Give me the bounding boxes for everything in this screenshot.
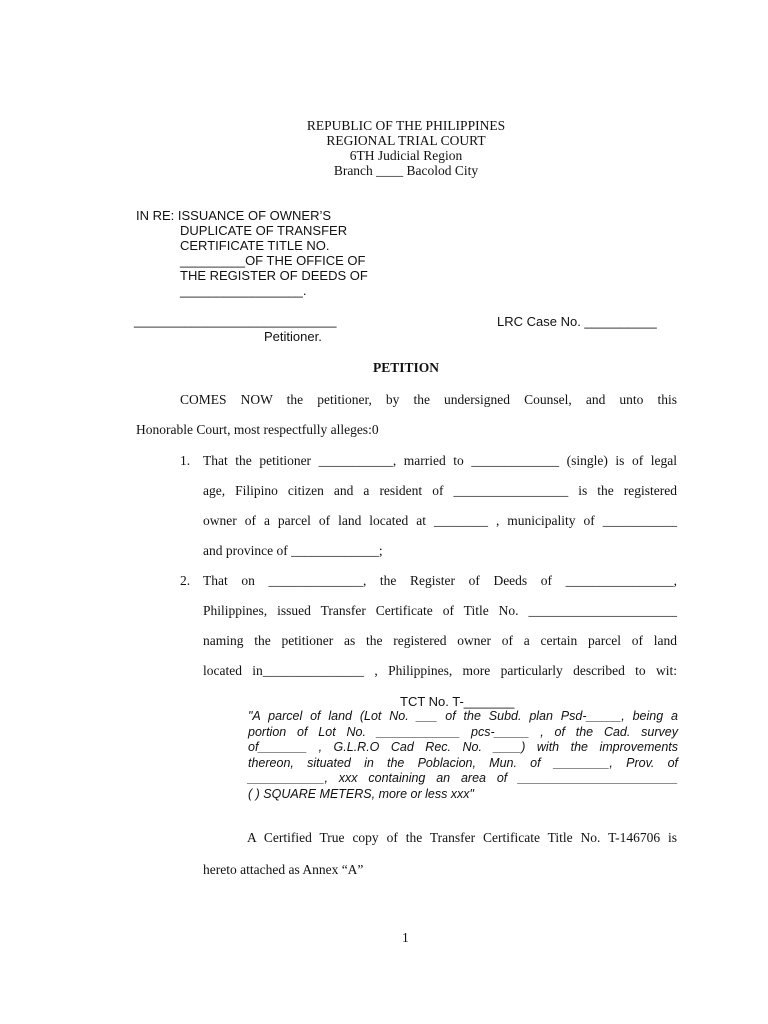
header-branch: Branch ____ Bacolod City [333,163,479,178]
para1-line1: That the petitioner ___________, married to _____________ (single) is of legal [203,453,677,468]
tct-line5: ___________, xxx containing an area of _______________________ [248,771,678,785]
para2-line3: naming the petitioner as the registered owner of a certain parcel of land [203,633,677,648]
para2-number: 2. [180,573,191,588]
para1-number: 1. [180,453,191,468]
caption-line4: _________OF THE OFFICE OF [180,253,366,268]
certified-line2: hereto attached as Annex “A” [203,862,364,877]
para2-line4: located in_______________ , Philippines, more particularly described to wit: [203,663,677,678]
tct-line3: of_______ , G.L.R.O Cad Rec. No. ____) with the improvements [248,740,678,754]
tct-description [248,709,678,802]
intro-line1: COMES NOW the petitioner, by the undersigned Counsel, and unto this [180,392,677,407]
petition-title: PETITION [372,360,440,375]
tct-line6: ( ) SQUARE METERS, more or less xxx" [248,786,474,801]
caption-line5: THE REGISTER OF DEEDS OF [180,268,368,283]
tct-heading: TCT No. T-_______ [400,694,515,709]
caption-line2: DUPLICATE OF TRANSFER [180,223,348,238]
para1-line4: and province of _____________; [203,543,383,558]
tct-line1: "A parcel of land (Lot No. ___ of the Subd. plan Psd-_____, being a [248,709,678,723]
intro-line2: Honorable Court, most respectfully alleges:0 [136,422,379,437]
para1-line2: age, Filipino citizen and a resident of _________________ is the registered [203,483,677,498]
caption-line3: CERTIFICATE TITLE NO. [180,238,330,253]
caption-line6: _________________. [180,283,307,298]
page-number: 1 [402,930,409,945]
tct-line4: thereon, situated in the Poblacion, Mun. of ________, Prov. of [248,755,678,770]
para2-line1: That on ______________, the Register of Deeds of ________________, [203,573,677,588]
para2-line2: Philippines, issued Transfer Certificate of Title No. ______________________ [203,603,677,618]
para1-line3: owner of a parcel of land located at ________ , municipality of ___________ [203,513,677,528]
caption-in-re: IN RE: ISSUANCE OF OWNER’S [136,208,332,223]
header-republic: REPUBLIC OF THE PHILIPPINES [306,118,506,133]
case-number: LRC Case No. __________ [497,314,657,329]
petitioner-blank: ____________________________ [134,313,337,328]
tct-line2: portion of Lot No. ____________ pcs-_____ , of the Cad. survey [248,724,678,739]
petition-title-wrap [0,360,768,375]
petitioner-label: Petitioner. [264,329,322,344]
header-region: 6TH Judicial Region [349,148,463,163]
header-court: REGIONAL TRIAL COURT [326,133,486,148]
certified-line1: A Certified True copy of the Transfer Certificate Title No. T-146706 is [247,830,677,845]
court-header [0,118,768,178]
